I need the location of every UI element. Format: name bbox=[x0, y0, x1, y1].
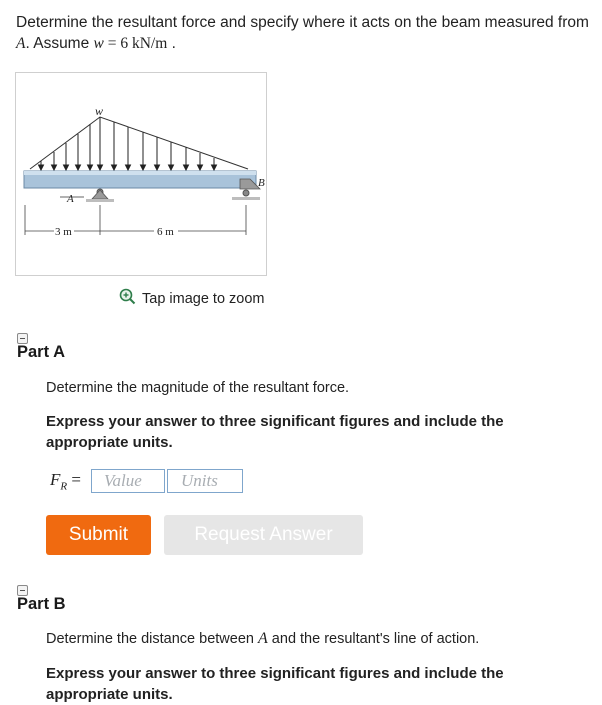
zoom-in-icon bbox=[119, 288, 136, 309]
problem-statement bbox=[16, 12, 591, 54]
beam-figure[interactable] bbox=[15, 72, 267, 276]
problem-text: Determine the resultant force and specify where it acts on the beam measured from bbox=[16, 14, 589, 31]
zoom-label: Tap image to zoom bbox=[142, 290, 265, 307]
support-b bbox=[240, 179, 260, 189]
w-var: w bbox=[93, 35, 104, 52]
dim-right-label: 6 m bbox=[157, 226, 174, 238]
part-b-title: Part B bbox=[17, 595, 66, 613]
part-a-answer-row bbox=[50, 469, 245, 493]
support-a bbox=[92, 190, 108, 199]
label-b: B bbox=[258, 177, 265, 189]
part-b-question: Determine the distance between A and the resultant's line of action. bbox=[46, 630, 480, 647]
tap-to-zoom[interactable] bbox=[119, 288, 265, 309]
units-input[interactable] bbox=[167, 469, 243, 493]
value-input[interactable] bbox=[91, 469, 165, 493]
request-answer-button[interactable]: Request Answer bbox=[164, 515, 363, 555]
problem-text-2: . Assume bbox=[25, 35, 94, 52]
ground-b bbox=[232, 197, 260, 200]
load-arrows bbox=[39, 117, 217, 170]
beam-diagram bbox=[16, 73, 266, 275]
submit-button[interactable]: Submit bbox=[46, 515, 151, 555]
load-outline bbox=[30, 117, 248, 169]
label-a: A bbox=[67, 193, 74, 205]
beam-highlight bbox=[24, 171, 256, 175]
answer-label: $F_R$ = bbox=[50, 469, 81, 493]
part-b-instruction: Express your answer to three significant figures and include the appropriate units. bbox=[46, 665, 504, 703]
part-a-title: Part A bbox=[17, 343, 65, 361]
point-a-var: A bbox=[16, 35, 26, 52]
part-a-instruction: Express your answer to three significant figures and include the appropriate units. bbox=[46, 413, 504, 451]
w-value: = 6 kN/m bbox=[103, 35, 168, 52]
problem-end: . bbox=[167, 35, 176, 52]
load-label: w bbox=[95, 104, 104, 118]
ground-a bbox=[86, 199, 114, 202]
dim-left-label: 3 m bbox=[55, 226, 72, 238]
pin-b bbox=[243, 190, 249, 196]
part-a-question: Determine the magnitude of the resultant force. bbox=[46, 380, 350, 396]
